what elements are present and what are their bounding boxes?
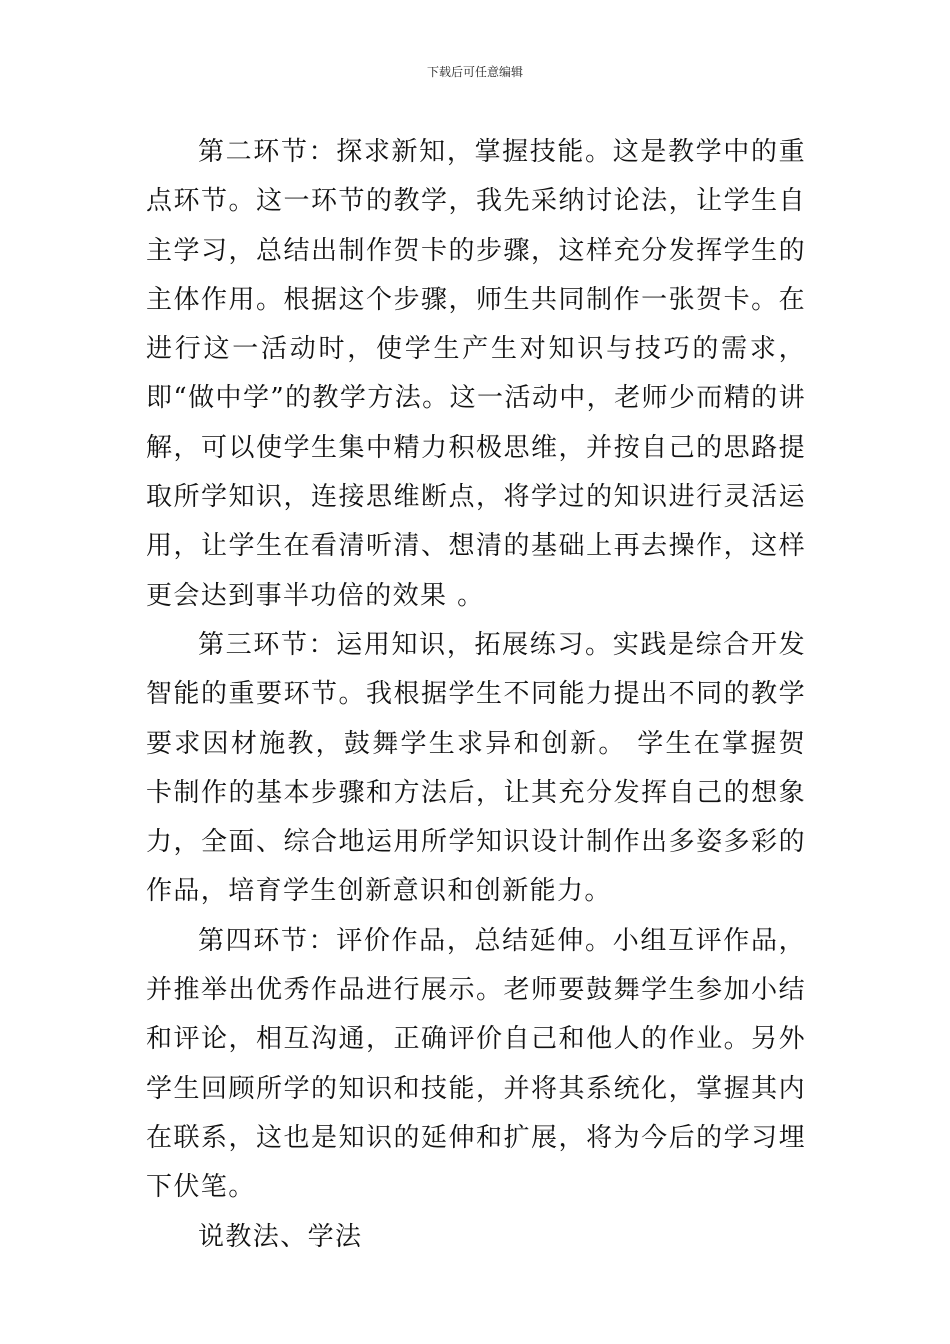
document-body [146,128,806,1262]
section-heading-teaching-methods: 说教法、学法 [198,1221,363,1252]
paragraph-stage-four: 第四环节：评价作品，总结延伸。小组互评作品，并推举出优秀作品进行展示。老师要鼓舞学生参加小结和评论，相互沟通，正确评价自己和他人的作业。另外学生回顾所学的知识和技能，并将其系统化，掌握其内在联系，这也是知识的延伸和扩展，将为今后的学习埋下伏笔。 [146,925,806,1203]
paragraph-stage-three: 第三环节：运用知识，拓展练习。实践是综合开发智能的重要环节。我根据学生不同能力提出不同的教学要求因材施教，鼓舞学生求异和创新。 学生在掌握贺卡制作的基本步骤和方法后，让其充分发挥自己的想象力，全面、综合地运用所学知识设计制作出多姿多彩的作品，培育学生创新意识和创新能力。 [146,629,806,907]
paragraph-stage-two: 第二环节：探求新知，掌握技能。这是教学中的重点环节。这一环节的教学，我先采纳讨论法，让学生自主学习，总结出制作贺卡的步骤，这样充分发挥学生的主体作用。根据这个步骤，师生共同制作一张贺卡。在进行这一活动时，使学生产生对知识与技巧的需求，即“做中学”的教学方法。这一活动中，老师少而精的讲解，可以使学生集中精力积极思维，并按自己的思路提取所学知识，连接思维断点，将学过的知识进行灵活运用，让学生在看清听清、想清的基础上再去操作，这样更会达到事半功倍的效果 。 [146,137,806,611]
page-header-note: 下载后可任意编辑 [426,65,523,79]
